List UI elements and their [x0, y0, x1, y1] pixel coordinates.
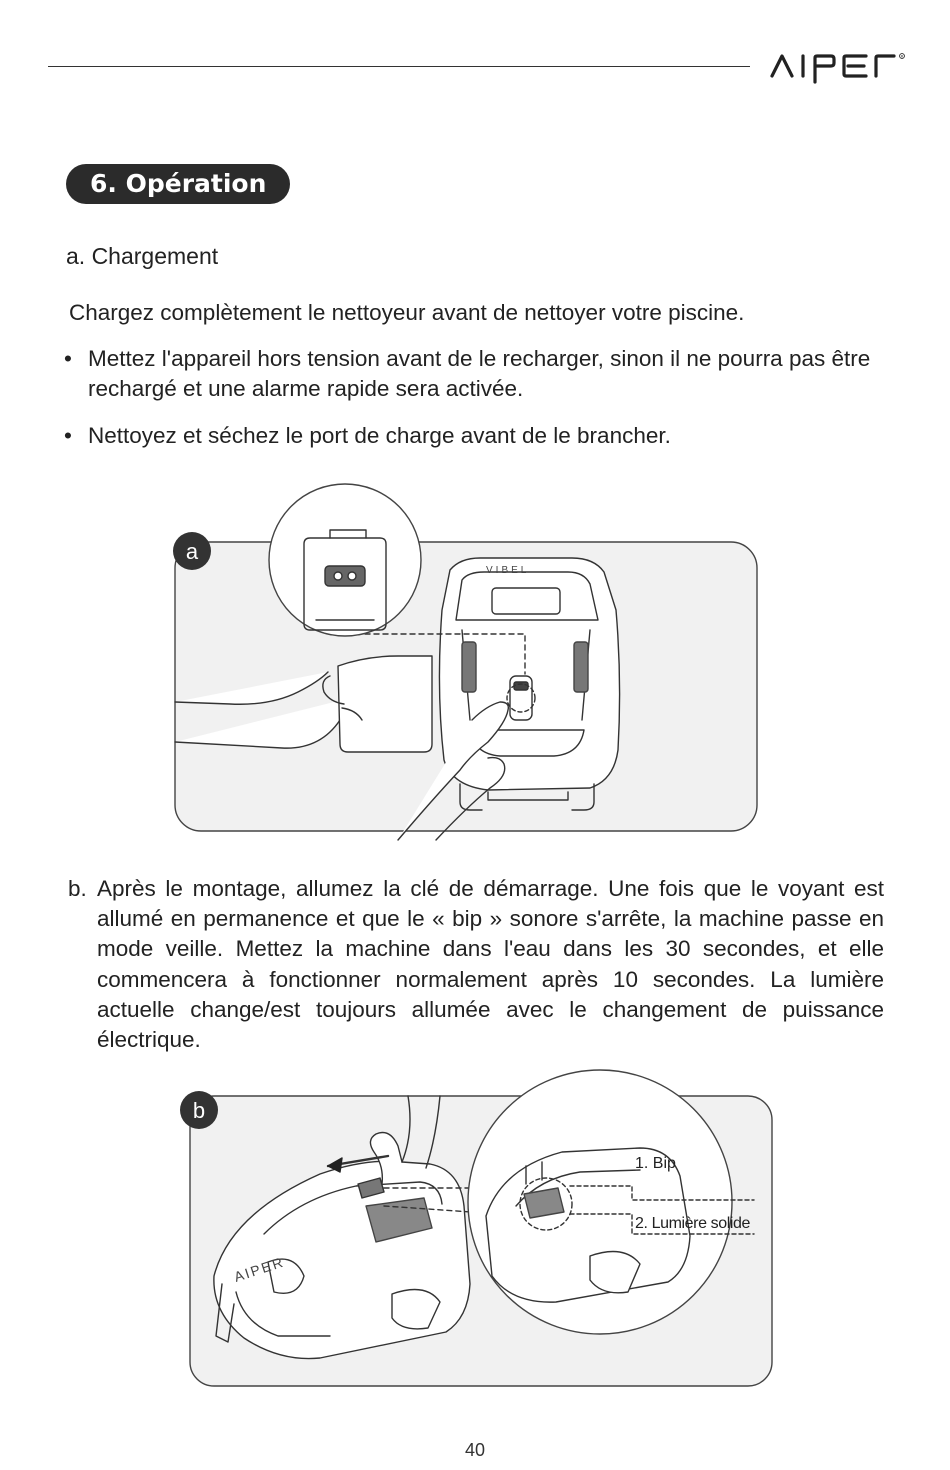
figure-a-robot-label: VIBEL — [486, 565, 530, 576]
section-title: 6. Opération — [66, 164, 290, 204]
page-number: 40 — [464, 1440, 486, 1460]
charging-subtitle: a. Chargement — [66, 243, 219, 269]
bullet-item — [64, 344, 884, 404]
header-rule — [48, 66, 750, 67]
figure-b-robot-label: AIPER — [231, 1253, 287, 1285]
startup-paragraph — [68, 874, 884, 1055]
svg-text:R: R — [900, 54, 904, 59]
callout-beep: 1. Bip — [635, 1155, 676, 1172]
startup-text: Après le montage, allumez la clé de démarrage. Une fois que le voyant est allumé en permanence et que le « bip » sonore s'arrête, la machine passe en mode veille. Mettez la machine dans l'eau dans les 30 secondes, et elle commencera à fonctionner normalement après 10 secondes. La lumière actuelle change/est toujours allumée avec le changement de puissance électrique. — [97, 876, 884, 1053]
bullet-dot: • — [64, 423, 72, 448]
brand-logo — [768, 46, 908, 86]
bullet-text: Nettoyez et séchez le port de charge avant de le brancher. — [88, 423, 671, 448]
figure-a-badge-label: a — [185, 539, 199, 564]
bullet-item — [64, 421, 884, 451]
bullet-text: Mettez l'appareil hors tension avant de le recharger, sinon il ne pourra pas être rechargé et une alarme rapide sera activée. — [88, 346, 871, 401]
figure-b-badge-label: b — [192, 1098, 206, 1123]
startup-label: b. — [68, 876, 87, 901]
figure-b-startup-illustration — [170, 1066, 780, 1396]
bullet-dot: • — [64, 346, 72, 371]
charging-intro: Chargez complètement le nettoyeur avant de nettoyer votre piscine. — [69, 300, 745, 325]
callout-solid-light: 2. Lumière solide — [635, 1215, 751, 1232]
figure-a-charging-illustration — [170, 480, 770, 840]
